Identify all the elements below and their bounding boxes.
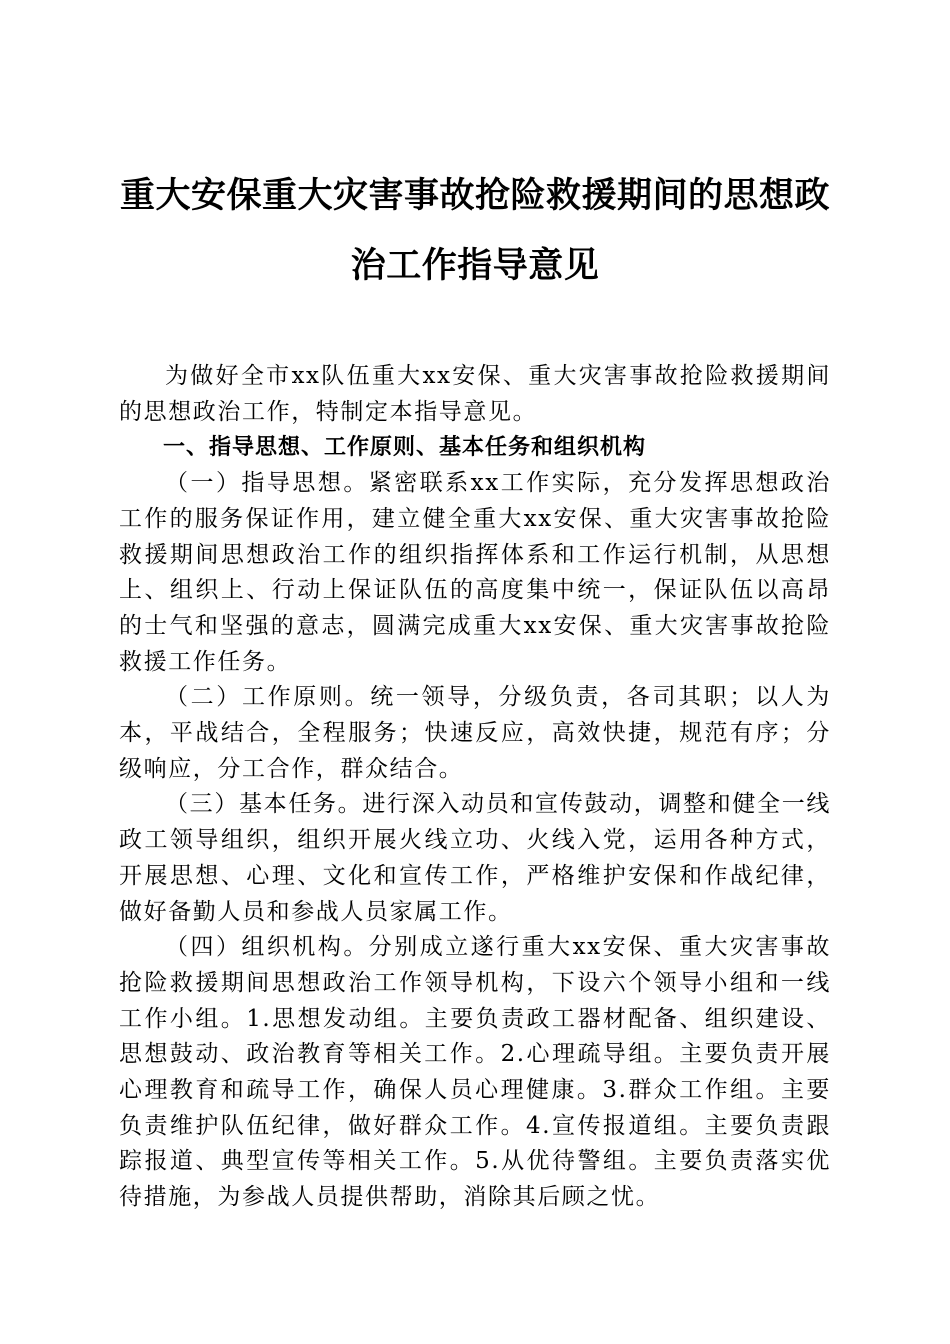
document-title-line-1: 重大安保重大灾害事故抢险救援期间的思想政 [119,175,830,216]
document-title-line-2: 治工作指导意见 [350,245,600,286]
paragraph-organization: （四）组织机构。分别成立遂行重大xx安保、重大灾害事故抢险救援期间思想政治工作领导机构，下设六个领导小组和一线工作小组。1.思想发动组。主要负责政工器材配备、组织建设、思想鼓动、政治教育等相关工作。2.心理疏导组。主要负责开展心理教育和疏导工作，确保人员心理健康。3.群众工作组。主要负责维护队伍纪律，做好群众工作。4.宣传报道组。主要负责跟踪报道、典型宣传等相关工作。5.从优待警组。主要负责落实优待措施，为参战人员提供帮助，消除其后顾之忧。 [119,934,831,1211]
intro-paragraph: 为做好全市xx队伍重大xx安保、重大灾害事故抢险救援期间的思想政治工作，特制定本指导意见。 [119,363,831,425]
paragraph-guiding-ideology: （一）指导思想。紧密联系xx工作实际，充分发挥思想政治工作的服务保证作用，建立健全重大xx安保、重大灾害事故抢险救援期间思想政治工作的组织指挥体系和工作运行机制，从思想上、组织上、行动上保证队伍的高度集中统一，保证队伍以高昂的士气和坚强的意志，圆满完成重大xx安保、重大灾害事故抢险救援工作任务。 [119,470,831,675]
paragraph-work-principles: （二）工作原则。统一领导，分级负责，各司其职；以人为本，平战结合，全程服务；快速反应，高效快捷，规范有序；分级响应，分工合作，群众结合。 [119,684,831,782]
section-heading-1: 一、指导思想、工作原则、基本任务和组织机构 [163,435,647,461]
paragraph-basic-tasks: （三）基本任务。进行深入动员和宣传鼓动，调整和健全一线政工领导组织，组织开展火线立功、火线入党，运用各种方式，开展思想、心理、文化和宣传工作，严格维护安保和作战纪律，做好备勤人员和参战人员家属工作。 [119,791,831,925]
document-body [119,359,831,1216]
